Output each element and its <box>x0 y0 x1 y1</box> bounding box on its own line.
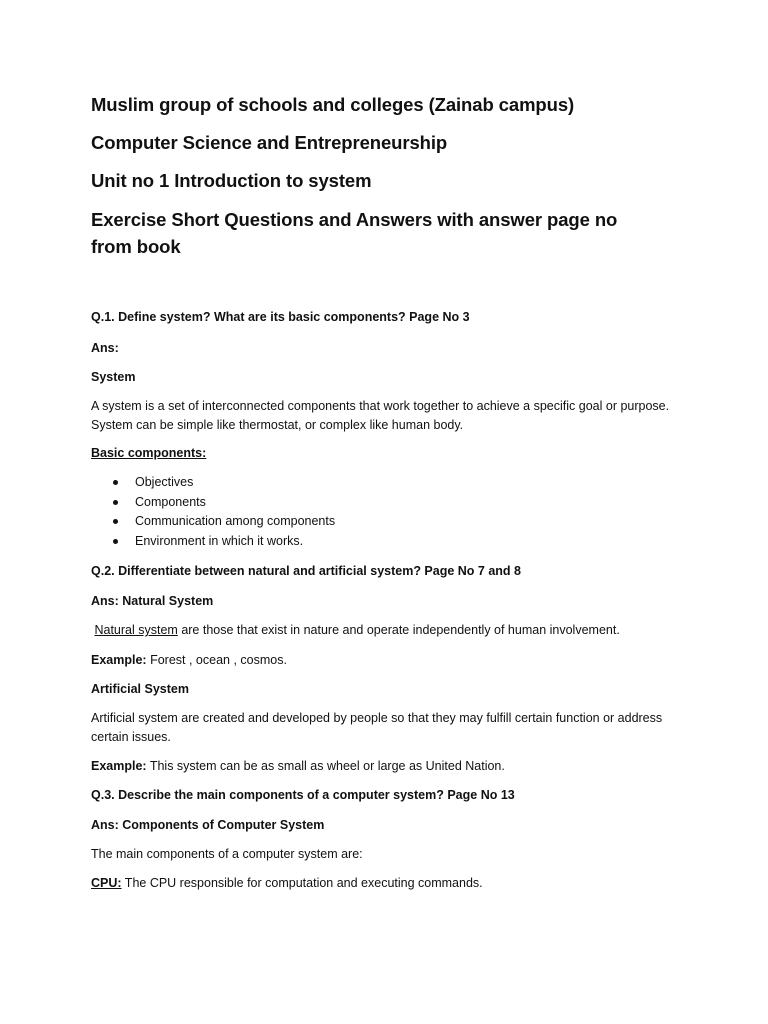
bullet-icon <box>113 500 118 505</box>
artificial-system-heading: Artificial System <box>91 682 189 696</box>
basic-components-heading: Basic components: <box>91 446 207 460</box>
bullet-icon <box>113 480 118 485</box>
question-1: Q.1. Define system? What are its basic components? Page No 3 <box>91 310 470 324</box>
bullet-icon <box>113 519 118 524</box>
cpu-description: CPU: The CPU responsible for computation and executing commands. <box>91 876 483 890</box>
natural-system-heading: Ans: Natural System <box>91 594 214 608</box>
question-2: Q.2. Differentiate between natural and artificial system? Page No 7 and 8 <box>91 564 521 578</box>
system-heading: System <box>91 370 136 384</box>
question-3: Q.3. Describe the main components of a computer system? Page No 13 <box>91 788 515 802</box>
unit-title: Unit no 1 Introduction to system <box>91 170 372 191</box>
artificial-example: Example: This system can be as small as wheel or large as United Nation. <box>91 759 505 773</box>
subject-title: Computer Science and Entrepreneurship <box>91 132 448 153</box>
list-item: Components <box>113 495 335 515</box>
list-item: Objectives <box>113 475 335 495</box>
system-definition: A system is a set of interconnected components that work together to achieve a specific goal or purpose. System can be simple like thermostat, or complex like human body. <box>91 399 670 432</box>
basic-components-list <box>113 475 335 553</box>
school-title: Muslim group of schools and colleges (Zainab campus) <box>91 94 575 115</box>
natural-example: Example: Forest , ocean , cosmos. <box>91 653 287 667</box>
list-item: Communication among components <box>113 514 335 534</box>
natural-system-text: Natural system are those that exist in nature and operate independently of human involvement. <box>94 623 620 637</box>
exercise-title: Exercise Short Questions and Answers with answer page no from book <box>91 209 618 257</box>
q1-answer-label: Ans: <box>91 341 119 355</box>
list-item: Environment in which it works. <box>113 534 335 554</box>
computer-components-heading: Ans: Components of Computer System <box>91 818 325 832</box>
bullet-icon <box>113 539 118 544</box>
components-intro: The main components of a computer system are: <box>91 847 363 861</box>
artificial-system-text: Artificial system are created and developed by people so that they may fulfill certain function or address certain issues. <box>91 711 663 744</box>
